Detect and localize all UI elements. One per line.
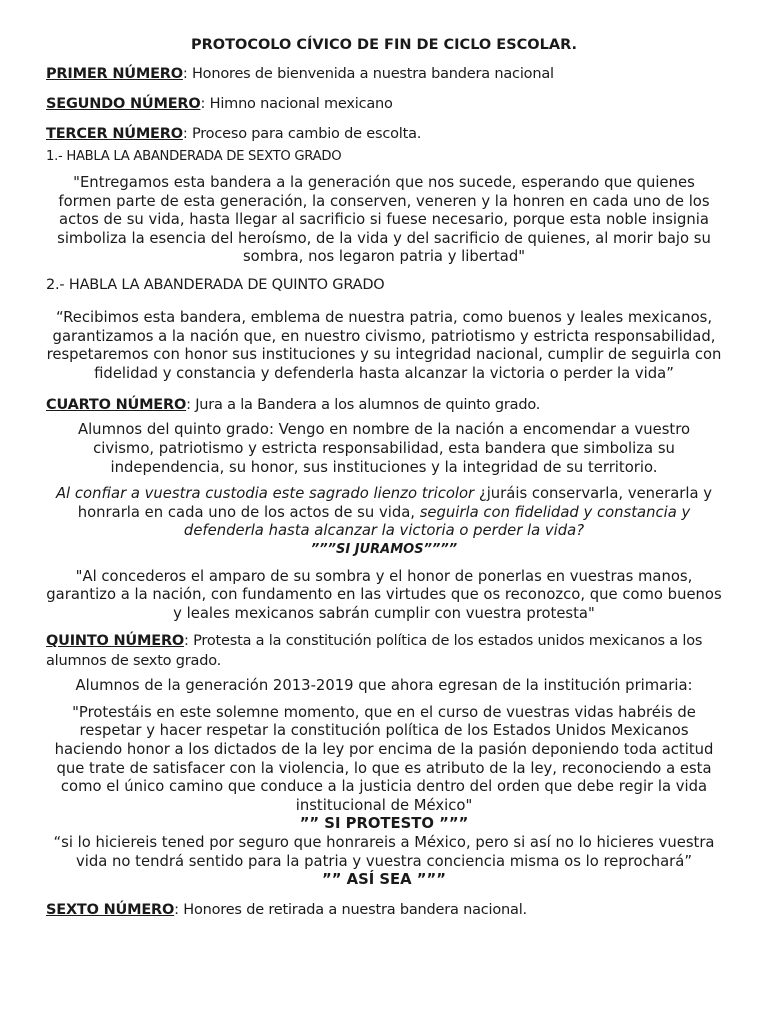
document-page xyxy=(46,36,722,930)
sexto-numero-text: : Honores de retirada a nuestra bandera nacional. xyxy=(174,901,527,918)
jura-question xyxy=(46,485,722,541)
primer-numero-text: : Honores de bienvenida a nuestra bandera nacional xyxy=(182,66,554,82)
segundo-numero-text: : Himno nacional mexicano xyxy=(200,96,393,112)
sexto-numero-label: SEXTO NÚMERO xyxy=(46,901,175,918)
cuarto-numero-label: CUARTO NÚMERO xyxy=(46,397,187,414)
cuarto-numero xyxy=(46,395,722,415)
sexto-numero xyxy=(46,900,722,920)
tercer-numero xyxy=(46,124,722,144)
quote-quinto: “Recibimos esta bandera, emblema de nuestra patria, como buenos y leales mexicanos, garantizamos a la nación que, en nuestro civismo, patriotismo y estricta responsabilidad, respetaremos con honor sus instituciones y su integridad nacional, cumplir de seguirla con fidelidad y constancia y defenderla hasta alcanzar la victoria o perder la vida” xyxy=(46,308,722,382)
cuarto-numero-text: : Jura a la Bandera a los alumnos de quinto grado. xyxy=(186,397,541,414)
hicieres-quote: “si lo hiciereis tened por seguro que honrareis a México, pero si así no lo hicieres vuestra vida no tendrá sentido para la patria y vuestra conciencia misma os lo reprochará” xyxy=(53,834,715,870)
primer-numero-label: PRIMER NÚMERO xyxy=(46,66,183,82)
quinto-numero-label: QUINTO NÚMERO xyxy=(46,633,185,650)
jura-intro: Alumnos del quinto grado: Vengo en nombre de la nación a encomendar a vuestro civismo, patriotismo y estricta responsabilidad, esta bandera que simboliza su independencia, su honor, sus instituciones y la integridad de su territorio. xyxy=(77,421,691,476)
protesta-quote: "Protestáis en este solemne momento, que en el curso de vuestras vidas habréis de respetar y hacer respetar la constitución política de los Estados Unidos Mexicanos haciendo honor a los dictados de la ley por encima de la pasión deponiendo toda actitud que trate de satisfacer con la violencia, lo que es atributo de la ley, reconociendo a esta como el único camino que conduce a la justicia dentro del orden que debe regir la vida institucional de México" xyxy=(54,703,714,814)
habla-quinto-heading: 2.- HABLA LA ABANDERADA DE QUINTO GRADO xyxy=(46,276,385,293)
document-title: PROTOCOLO CÍVICO DE FIN DE CICLO ESCOLAR. xyxy=(190,37,578,53)
jura-question-b: ¿juráis conservarla, venerarla y honrarla en cada uno de los actos de su vida, xyxy=(77,485,713,521)
si-juramos-response: ”””SI JURAMOS”””” xyxy=(310,541,458,557)
jura-question-c: seguirla con fidelidad y constancia y defenderla hasta alcanzar la victoria o perder la vida? xyxy=(183,503,691,540)
si-protesto-response: ”” SI PROTESTO ””” xyxy=(299,815,469,833)
quote-sexto: "Entregamos esta bandera a la generación que nos sucede, esperando que quienes formen parte de esta generación, la conserven, veneren y la honren en cada uno de los actos de su vida, hasta llegar al sacrificio si fuese necesario, porque esta noble insignia simboliza la esencia del heroísmo, de la vida y del sacrificio de quienes, al morir bajo su sombra, nos legaron patria y libertad" xyxy=(57,174,711,266)
asi-sea-response: ”” ASÍ SEA ””” xyxy=(322,871,446,889)
segundo-numero xyxy=(46,94,722,114)
quinto-numero-text: : Protesta a la constitución política de los estados unidos mexicanos a los alumnos de sexto grado. xyxy=(46,633,703,670)
quinto-numero xyxy=(46,631,722,671)
tercer-numero-text: : Proceso para cambio de escolta. xyxy=(182,126,422,142)
primer-numero xyxy=(46,64,722,84)
habla-sexto-heading: 1.- HABLA LA ABANDERADA DE SEXTO GRADO xyxy=(46,149,342,164)
tercer-numero-label: TERCER NÚMERO xyxy=(46,126,183,142)
generacion-intro: Alumnos de la generación 2013-2019 que ahora egresan de la institución primaria: xyxy=(75,677,693,695)
concederos-quote: "Al concederos el amparo de su sombra y el honor de ponerlas en vuestras manos, garantizo a la nación, con fundamento en las virtudes que os reconozco, que como buenos y leales mexicanos sabrán cumplir con vuestra protesta" xyxy=(46,567,722,622)
jura-question-a: Al confiar a vuestra custodia este sagrado lienzo tricolor xyxy=(55,485,475,503)
segundo-numero-label: SEGUNDO NÚMERO xyxy=(46,96,201,112)
